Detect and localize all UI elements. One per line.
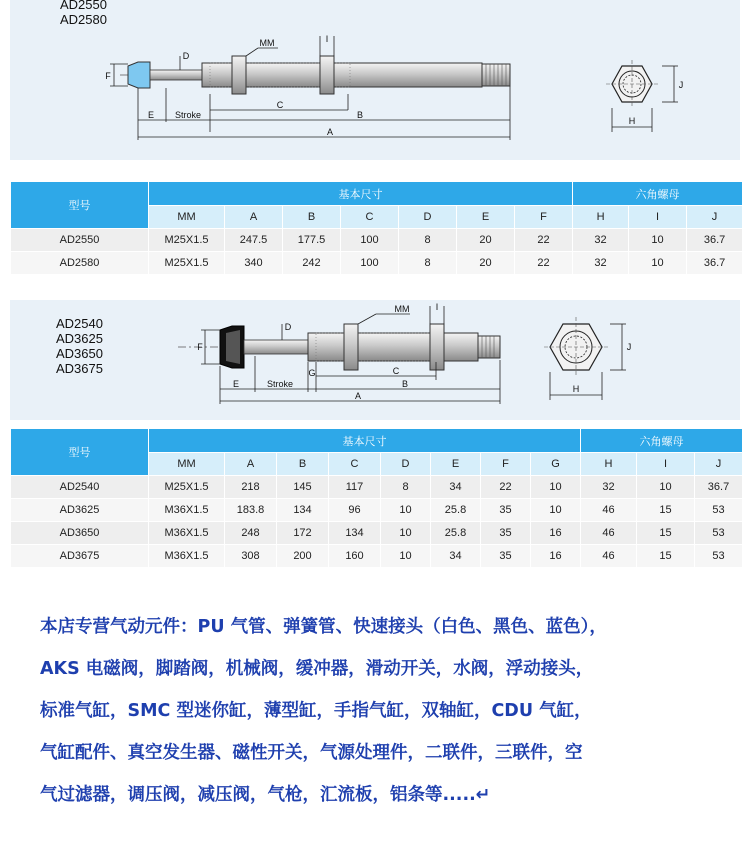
- dim-label-h: H: [572, 384, 580, 394]
- table-cell: 20: [457, 229, 515, 252]
- column-header: B: [283, 206, 341, 229]
- dim-label-a: A: [326, 127, 334, 137]
- table-cell: 46: [581, 499, 637, 522]
- table-cell: 10: [381, 522, 431, 545]
- hex-end-view: [606, 60, 658, 108]
- table-cell: M25X1.5: [149, 476, 225, 499]
- dim-label-b: B: [356, 110, 364, 120]
- group-header-nut: 六角螺母: [573, 182, 743, 206]
- model-header: 型号: [11, 182, 149, 229]
- dim-label-a: A: [354, 391, 362, 401]
- table-cell: 15: [637, 499, 695, 522]
- hex-nut: [320, 56, 334, 94]
- model-name: AD2580: [60, 12, 107, 27]
- model-name: AD3675: [56, 361, 103, 376]
- adjust-knob: [478, 336, 500, 358]
- table-cell: 10: [629, 229, 687, 252]
- table-row: [11, 545, 743, 568]
- dim-label-stroke: Stroke: [174, 110, 202, 120]
- hex-nut: [344, 324, 358, 370]
- table-cell: 10: [531, 476, 581, 499]
- column-header: J: [695, 453, 743, 476]
- dim-label-c: C: [392, 366, 400, 376]
- dim-label-j: J: [678, 80, 684, 90]
- table-cell: 160: [329, 545, 381, 568]
- dim-label-mm: MM: [394, 304, 410, 314]
- table-cell: M25X1.5: [149, 229, 225, 252]
- column-header: B: [277, 453, 329, 476]
- table-cell: 96: [329, 499, 381, 522]
- shock-absorber-drawing-2: [10, 300, 740, 420]
- promo-line: AKS 电磁阀，脚踏阀，机械阀，缓冲器，滑动开关，水阀，浮动接头，: [40, 659, 594, 679]
- table-cell: 10: [637, 476, 695, 499]
- column-header: I: [629, 206, 687, 229]
- table-cell: 34: [431, 545, 481, 568]
- column-header: MM: [149, 453, 225, 476]
- dim-label-e: E: [147, 110, 155, 120]
- table-row: [11, 499, 743, 522]
- table-cell: AD2540: [11, 476, 149, 499]
- table-cell: 20: [457, 252, 515, 275]
- table-cell: 308: [225, 545, 277, 568]
- dim-label-stroke: Stroke: [266, 379, 294, 389]
- table-cell: 10: [629, 252, 687, 275]
- column-header: MM: [149, 206, 225, 229]
- dim-label-e: E: [232, 379, 240, 389]
- promo-line: 本店专营气动元件：PU 气管、弹簧管、快速接头（白色、黑色、蓝色），: [40, 617, 607, 637]
- piston-rod: [244, 340, 308, 354]
- column-header: C: [329, 453, 381, 476]
- column-header: D: [399, 206, 457, 229]
- column-header: A: [225, 206, 283, 229]
- column-header: H: [573, 206, 629, 229]
- table-cell: 22: [481, 476, 531, 499]
- table-cell: 46: [581, 545, 637, 568]
- dim-label-d: D: [182, 51, 190, 61]
- table-cell: 10: [381, 499, 431, 522]
- table-cell: 36.7: [687, 229, 743, 252]
- table-cell: 172: [277, 522, 329, 545]
- table-cell: AD3650: [11, 522, 149, 545]
- table-row: [11, 476, 743, 499]
- table-cell: 340: [225, 252, 283, 275]
- dim-label-f: F: [105, 71, 111, 81]
- table-cell: 16: [531, 522, 581, 545]
- table-cell: 134: [277, 499, 329, 522]
- column-header: J: [687, 206, 743, 229]
- table-cell: 34: [431, 476, 481, 499]
- group-header-basic: 基本尺寸: [149, 429, 581, 453]
- table-cell: 8: [399, 229, 457, 252]
- table-cell: M25X1.5: [149, 252, 225, 275]
- dim-label-h: H: [628, 116, 636, 126]
- table-cell: 134: [329, 522, 381, 545]
- table-cell: 22: [515, 229, 573, 252]
- table-cell: 15: [637, 545, 695, 568]
- table-cell: AD3625: [11, 499, 149, 522]
- column-header: E: [457, 206, 515, 229]
- table-cell: 248: [225, 522, 277, 545]
- table-cell: 32: [573, 252, 629, 275]
- table-cell: 25.8: [431, 522, 481, 545]
- promo-text: [40, 606, 740, 816]
- table-cell: 35: [481, 499, 531, 522]
- table-cell: 100: [341, 252, 399, 275]
- dim-label-d: D: [284, 322, 292, 332]
- spec-table-1: [10, 181, 743, 275]
- column-header: D: [381, 453, 431, 476]
- table-cell: 8: [399, 252, 457, 275]
- table-cell: 200: [277, 545, 329, 568]
- table-cell: 183.8: [225, 499, 277, 522]
- model-name: AD2540: [56, 316, 103, 331]
- table-cell: 8: [381, 476, 431, 499]
- table-row: [11, 522, 743, 545]
- table-cell: 32: [573, 229, 629, 252]
- table-cell: 22: [515, 252, 573, 275]
- shock-absorber-drawing-1: [10, 0, 740, 160]
- table-row: [11, 229, 743, 252]
- table-cell: 100: [341, 229, 399, 252]
- table-cell: 10: [381, 545, 431, 568]
- table-cell: 53: [695, 545, 743, 568]
- column-header: F: [515, 206, 573, 229]
- piston-rod: [150, 70, 202, 80]
- column-header: H: [581, 453, 637, 476]
- table-cell: 15: [637, 522, 695, 545]
- table-cell: 25.8: [431, 499, 481, 522]
- model-name: AD3650: [56, 346, 103, 361]
- table-cell: 247.5: [225, 229, 283, 252]
- table-cell: 16: [531, 545, 581, 568]
- table-cell: 242: [283, 252, 341, 275]
- column-header: A: [225, 453, 277, 476]
- hex-nut: [232, 56, 246, 94]
- group-header-basic: 基本尺寸: [149, 182, 573, 206]
- table-cell: 36.7: [687, 252, 743, 275]
- table-cell: 117: [329, 476, 381, 499]
- table-cell: M36X1.5: [149, 522, 225, 545]
- table-cell: 35: [481, 545, 531, 568]
- table-cell: 177.5: [283, 229, 341, 252]
- dim-label-i: I: [435, 302, 439, 312]
- column-header: C: [341, 206, 399, 229]
- dim-label-i: I: [325, 34, 329, 44]
- table-cell: AD2550: [11, 229, 149, 252]
- hex-nut: [430, 324, 444, 370]
- column-header: E: [431, 453, 481, 476]
- drawing-panel-1: [10, 0, 740, 160]
- table-cell: AD2580: [11, 252, 149, 275]
- column-header: G: [531, 453, 581, 476]
- spec-table-2: [10, 428, 743, 568]
- table-cell: 35: [481, 522, 531, 545]
- table-cell: 10: [531, 499, 581, 522]
- promo-line: 标准气缸，SMC 型迷你缸，薄型缸，手指气缸，双轴缸，CDU 气缸，: [40, 701, 592, 721]
- table-cell: 36.7: [695, 476, 743, 499]
- promo-line: 气过滤器，调压阀，减压阀，气枪，汇流板，铝条等.....↵: [40, 785, 491, 805]
- model-name: AD2550: [60, 0, 107, 12]
- table-cell: 53: [695, 499, 743, 522]
- column-header: I: [637, 453, 695, 476]
- group-header-nut: 六角螺母: [581, 429, 743, 453]
- table-cell: AD3675: [11, 545, 149, 568]
- dim-label-b: B: [401, 379, 409, 389]
- table-cell: 218: [225, 476, 277, 499]
- dim-label-f: F: [197, 342, 203, 352]
- table-cell: M36X1.5: [149, 499, 225, 522]
- table-cell: 145: [277, 476, 329, 499]
- dim-label-j: J: [626, 342, 632, 352]
- table-cell: M36X1.5: [149, 545, 225, 568]
- cylinder-body: [308, 333, 478, 361]
- dim-label-c: C: [276, 100, 284, 110]
- promo-line: 气缸配件、真空发生器、磁性开关，气源处理件，二联件，三联件，空: [40, 743, 583, 763]
- column-header: F: [481, 453, 531, 476]
- hex-end-view: [544, 317, 608, 377]
- dim-label-g: G: [308, 368, 316, 378]
- drawing-panel-2: [10, 300, 740, 420]
- model-name: AD3625: [56, 331, 103, 346]
- bumper-cap: [128, 62, 150, 88]
- dim-label-mm: MM: [259, 38, 275, 48]
- table-cell: 46: [581, 522, 637, 545]
- model-header: 型号: [11, 429, 149, 476]
- table-row: [11, 252, 743, 275]
- table-cell: 32: [581, 476, 637, 499]
- table-cell: 53: [695, 522, 743, 545]
